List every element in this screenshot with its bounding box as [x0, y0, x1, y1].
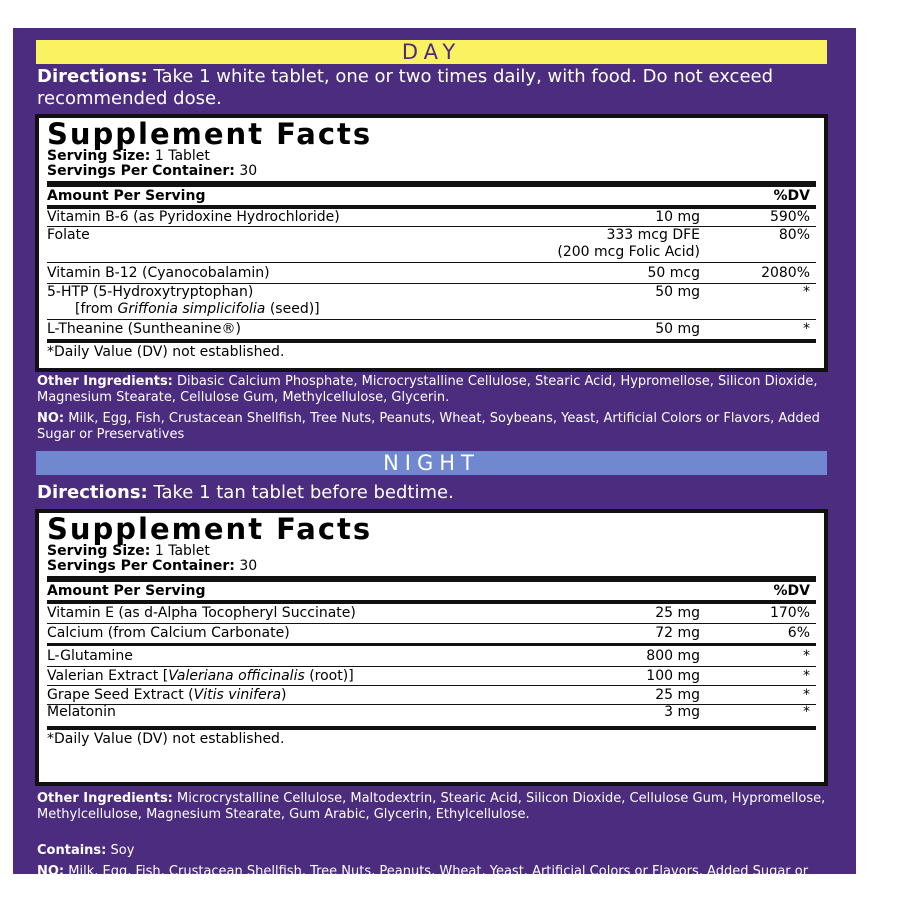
day-serving-size: Serving Size: 1 Tablet [47, 148, 210, 164]
day-directions [37, 66, 837, 110]
night-row-l-glutamine: L-Glutamine 800 mg * [47, 646, 816, 667]
night-serving-size: Serving Size: 1 Tablet [47, 543, 210, 559]
night-row-vitamin-e: Vitamin E (as d-Alpha Tocopheryl Succinate) 25 mg 170% [47, 604, 816, 624]
night-footnote: *Daily Value (DV) not established. [47, 731, 285, 747]
day-supplement-facts [35, 114, 828, 372]
day-banner: DAY [36, 40, 827, 64]
night-other-ingredients: Other Ingredients: Microcrystalline Cellulose, Maltodextrin, Stearic Acid, Silicon Dioxide, Cellulose Gum, Hypromellose, Methylcellulose, Magnesium Stearate, Gum Arabic, Glycerin, Ethylcellulose. [37, 791, 826, 822]
day-directions-text: Take 1 white tablet, one or two times daily, with food. Do not exceed recommended dose. [37, 66, 774, 109]
label-panel [13, 28, 856, 895]
night-table-header: Amount Per Serving %DV [47, 582, 816, 601]
night-facts-title: Supplement Facts [47, 512, 373, 546]
night-contains: Contains: Soy [37, 843, 135, 858]
day-table-header: Amount Per Serving %DV [47, 187, 816, 206]
day-row-vitamin-b6: Vitamin B-6 (as Pyridoxine Hydrochloride) 10 mg 590% [47, 209, 816, 227]
night-row-melatonin: Melatonin 3 mg * [47, 704, 810, 720]
night-directions-text: Take 1 tan tablet before bedtime. [147, 482, 454, 503]
day-row-5htp: 5-HTP (5-Hydroxytryptophan) [from Griffonia simplicifolia (seed)] 50 mg * [47, 284, 816, 320]
day-directions-label: Directions: [37, 66, 148, 87]
day-row-l-theanine: L-Theanine (Suntheanine®) 50 mg * [47, 321, 810, 337]
night-row-calcium: Calcium (from Calcium Carbonate) 72 mg 6% [47, 624, 816, 646]
night-row-valerian: Valerian Extract [Valeriana officinalis (root)] 100 mg * [47, 667, 816, 686]
day-facts-title: Supplement Facts [47, 117, 373, 151]
night-row-grape-seed: Grape Seed Extract (Vitis vinifera) 25 mg * [47, 686, 816, 705]
night-directions-label: Directions: [37, 482, 148, 503]
day-free-from: NO: Milk, Egg, Fish, Crustacean Shellfish, Tree Nuts, Peanuts, Wheat, Soybeans, Yeast, Artificial Colors or Flavors, Added Sugar or Preservatives [37, 411, 820, 442]
day-row-vitamin-b12: Vitamin B-12 (Cyanocobalamin) 50 mcg 2080% [47, 263, 816, 284]
night-supplement-facts [35, 509, 828, 786]
night-servings-per-container: Servings Per Container: 30 [47, 558, 258, 574]
day-servings-per-container: Servings Per Container: 30 [47, 163, 258, 179]
day-footnote: *Daily Value (DV) not established. [47, 344, 285, 360]
day-row-folate: Folate 333 mcg DFE (200 mcg Folic Acid) 80% [47, 227, 816, 263]
night-free-from: NO: Milk, Egg, Fish, Crustacean Shellfish, Tree Nuts, Peanuts, Wheat, Yeast, Artificial Colors or Flavors, Added Sugar or Preservatives [37, 864, 809, 895]
day-other-ingredients: Other Ingredients: Dibasic Calcium Phosphate, Microcrystalline Cellulose, Stearic Acid, Hypromellose, Silicon Dioxide, Magnesium Stearate, Cellulose Gum, Methylcellulose, Glycerin. [37, 374, 818, 405]
night-directions [37, 482, 837, 504]
night-banner: NIGHT [36, 451, 827, 475]
